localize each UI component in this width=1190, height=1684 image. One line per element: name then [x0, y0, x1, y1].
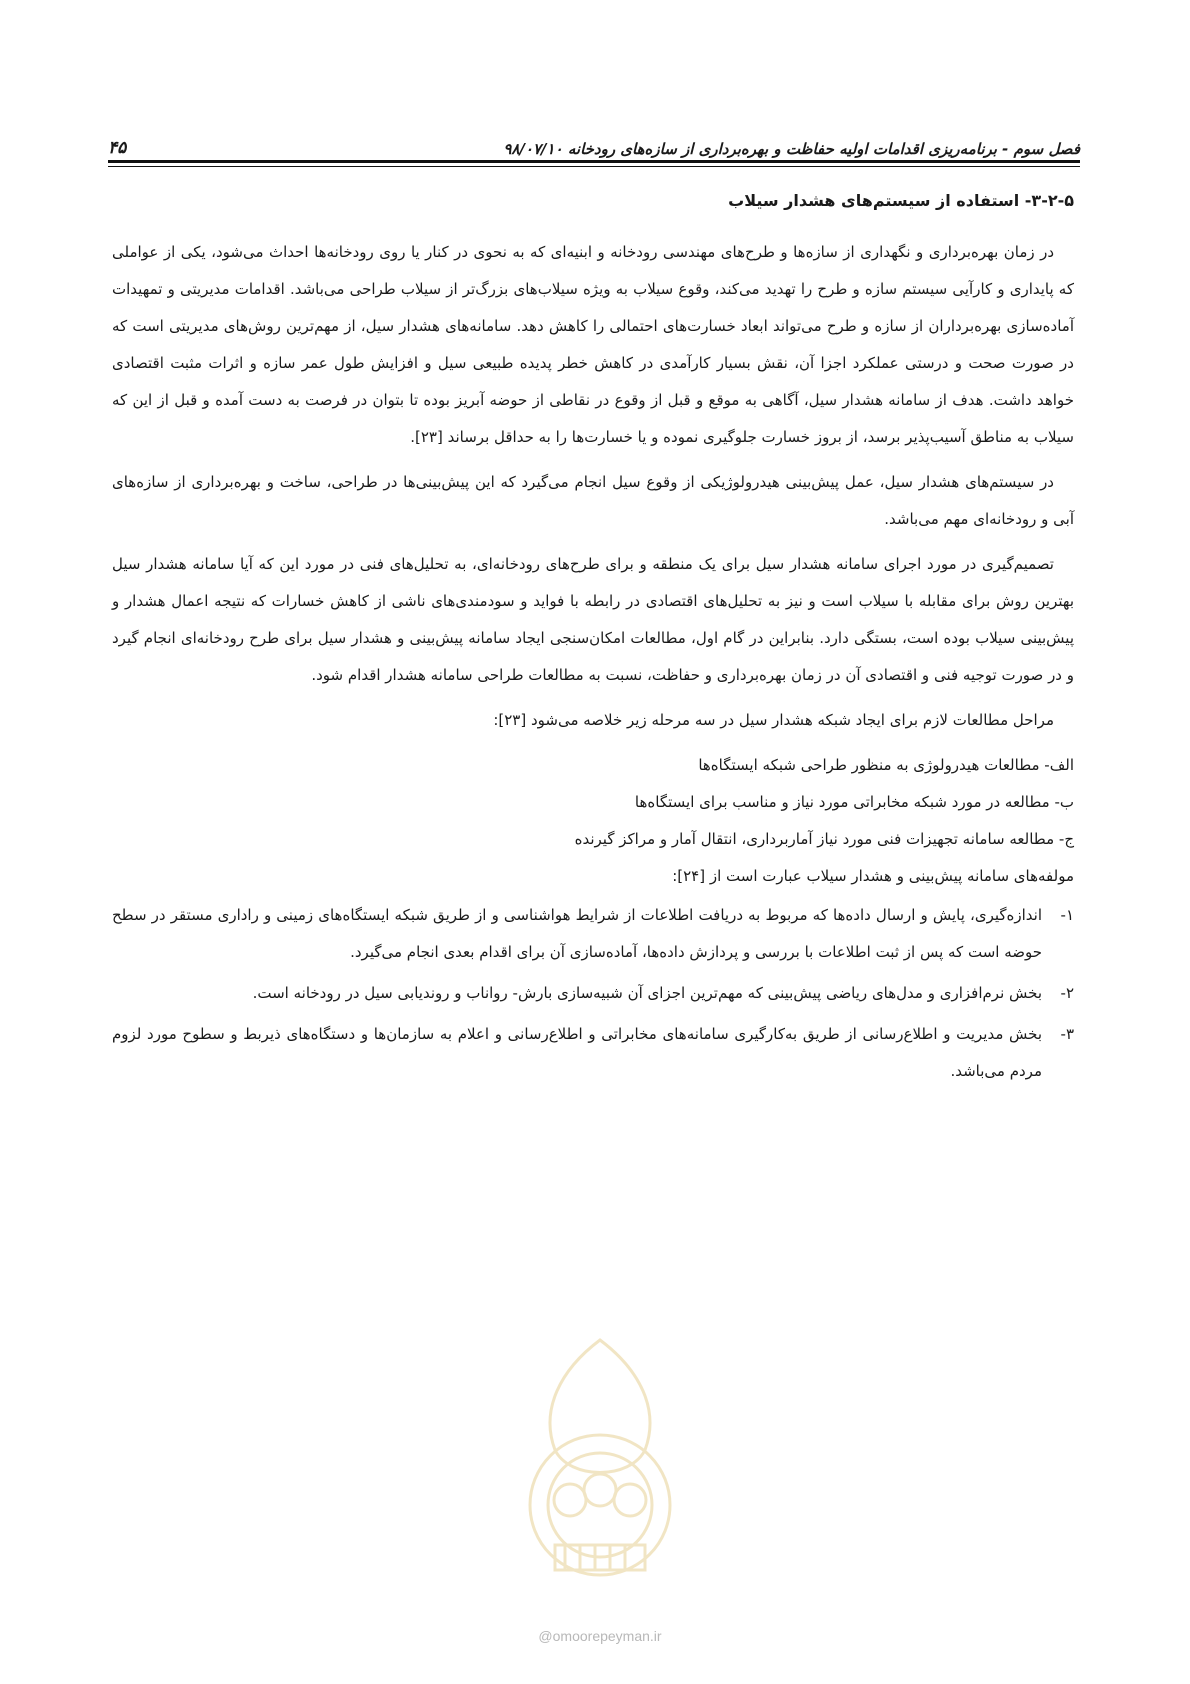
list-item-number: ۳- — [1060, 1025, 1074, 1043]
list-item-number: ۱- — [1060, 906, 1074, 924]
list-item-number: ۲- — [1060, 984, 1074, 1002]
header-rule-thin — [108, 166, 1080, 167]
paragraph: در زمان بهره‌برداری و نگهداری از سازه‌ها و طرح‌های مهندسی رودخانه و ابنیه‌ای که به نحوی در کنار یا روی رودخانه‌ها احداث می‌شود، یکی از عواملی که پایداری و کارآیی سیستم سازه و طرح را تهدید می‌کند، وقوع سیلاب به ویژه سیلاب‌های بزرگ‌تر از سیلاب طراحی می‌باشد. اقدامات مدیریتی و تمهیدات آماده‌سازی بهره‌برداران از سازه و طرح می‌تواند ابعاد خسارت‌های احتمالی را کاهش دهد. سامانه‌های هشدار سیل، از مهم‌ترین روش‌های مدیریتی است که در صورت صحت و درستی عملکرد اجزا آن، نقش بسیار کارآمدی در کاهش خطر پدیده طبیعی سیل و افزایش طول عمر سازه و اثرات مثبت اقتصادی خواهد داشت. هدف از سامانه هشدار سیل، آگاهی به موقع و قبل از وقوع در نقاطی از حوضه آبریز بوده تا بتوان در فرصت به دست آمده و قبل از این که سیلاب به مناطق آسیب‌پذیر برسد، از بروز خسارت جلوگیری نموده و یا خسارت‌ها را به حداقل برساند [۲۳]. — [112, 243, 1074, 446]
page-body — [112, 186, 1074, 1094]
components-list — [112, 897, 1074, 1090]
components-intro: مولفه‌های سامانه پیش‌بینی و هشدار سیلاب عبارت است از [۲۴]: — [672, 867, 1074, 885]
list-item-text: اندازه‌گیری، پایش و ارسال داده‌ها که مربوط به دریافت اطلاعات از شرایط هواشناسی و از طریق شبکه ایستگاه‌های زمینی و راداری مستقر در سطح حوضه است که پس از ثبت اطلاعات با بررسی و پردازش داده‌ها، آماده‌سازی آن برای اقدام بعدی انجام می‌گیرد. — [112, 906, 1042, 961]
list-item — [112, 1016, 1074, 1090]
paragraph: تصمیم‌گیری در مورد اجرای سامانه هشدار سیل برای یک منطقه و برای طرح‌های رودخانه‌ای، به تحلیل‌های فنی در مورد این که آیا سامانه هشدار سیل بهترین روش برای مقابله با سیلاب است و نیز به تحلیل‌های اقتصادی در رابطه با فواید و سودمندی‌های ناشی از کاهش خسارات که نتیجه اعمال هشدار و پیش‌بینی سیلاب بوده است، بستگی دارد. بنابراین در گام اول، مطالعات امکان‌سنجی ایجاد سامانه پیش‌بینی و هشدار سیل برای طرح رودخانه‌ای انجام گیرد و در صورت توجیه فنی و اقتصادی آن در زمان بهره‌برداری و حفاظت، نسبت به مطالعات طراحی سامانه هشدار اقدام شود. — [112, 555, 1074, 684]
paragraph: در سیستم‌های هشدار سیل، عمل پیش‌بینی هیدرولوژیکی از وقوع سیل انجام می‌گیرد که این پیش‌بینی‌ها در طراحی، ساخت و بهره‌برداری از سازه‌های آبی و رودخانه‌ای مهم می‌باشد. — [112, 473, 1074, 528]
page-number: ۴۵ — [108, 138, 127, 158]
watermark-logo — [500, 1330, 700, 1590]
stage-item-b: ب- مطالعه در مورد شبکه مخابراتی مورد نیاز و مناسب برای ایستگاه‌ها — [634, 793, 1074, 811]
header-title: فصل سوم - برنامه‌ریزی اقدامات اولیه حفاظت و بهره‌برداری از سازه‌های رودخانه ۹۸/۰۷/۱۰ — [503, 140, 1080, 158]
watermark-url: @omoorepeyman.ir — [538, 1628, 662, 1644]
section-heading: ۳-۲-۵- استفاده از سیستم‌های هشدار سیلاب — [728, 191, 1074, 210]
header-rule-thick — [108, 160, 1080, 163]
page-header — [108, 124, 1080, 158]
list-item — [112, 975, 1074, 1012]
list-item-text: بخش مدیریت و اطلاع‌رسانی از طریق به‌کارگیری سامانه‌های مخابراتی و اطلاع‌رسانی و اعلام به سازمان‌ها و دستگاه‌های ذیربط و سطوح مورد لزوم مردم می‌باشد. — [112, 1025, 1042, 1080]
list-item — [112, 897, 1074, 971]
list-item-text: بخش نرم‌افزاری و مدل‌های ریاضی پیش‌بینی که مهم‌ترین اجزای آن شبیه‌سازی بارش- رواناب و روندیابی سیل در رودخانه است. — [252, 984, 1042, 1002]
stage-item-c: ج- مطالعه سامانه تجهیزات فنی مورد نیاز آماربرداری، انتقال آمار و مراکز گیرنده — [574, 830, 1074, 848]
stage-item-a: الف- مطالعات هیدرولوژی به منظور طراحی شبکه ایستگاه‌ها — [698, 756, 1074, 774]
paragraph: مراحل مطالعات لازم برای ایجاد شبکه هشدار سیل در سه مرحله زیر خلاصه می‌شود [۲۳]: — [493, 711, 1054, 729]
